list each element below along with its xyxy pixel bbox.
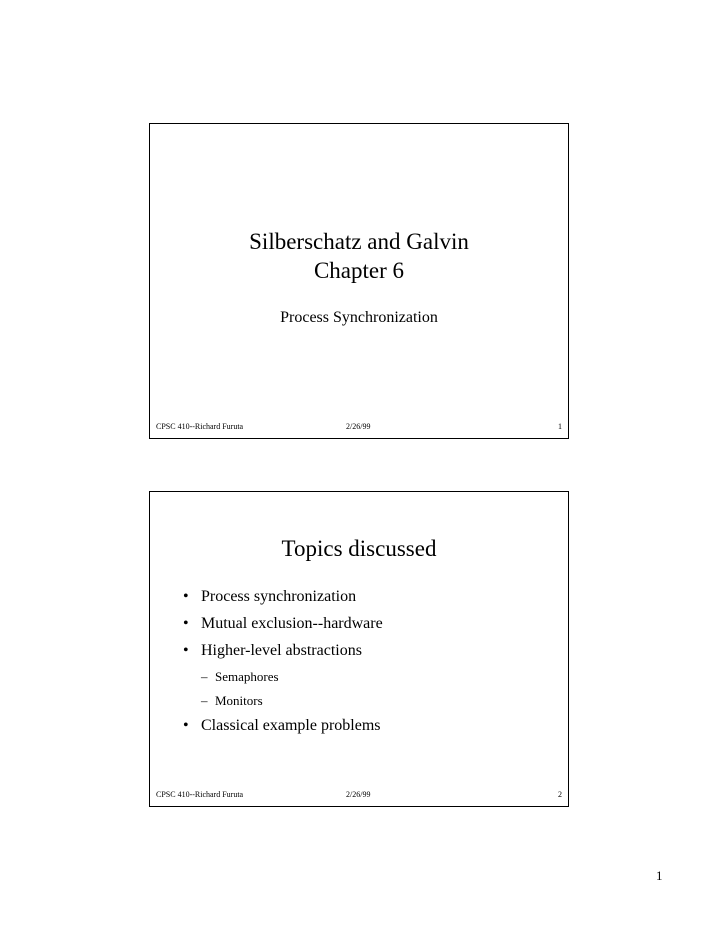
bullet-marker: • [183,588,189,605]
bullet-item [183,587,383,607]
bullet-text: Mutual exclusion--hardware [201,615,383,632]
footer-course-author: CPSC 410--Richard Furuta [156,790,244,799]
sub-bullet-item [201,692,383,709]
slide-2 [149,491,569,807]
slide-title-line-1: Silberschatz and Galvin [249,229,469,254]
footer-date: 2/26/99 [346,790,371,799]
bullet-item [183,614,383,634]
sub-bullet-item [201,668,383,685]
slide-title: Topics discussed [281,536,437,561]
slide-footer [156,789,562,801]
bullet-item [183,641,383,661]
footer-date: 2/26/99 [346,422,371,431]
bullet-text: Process synchronization [201,588,357,605]
slide-title-line-2: Chapter 6 [313,258,405,283]
footer-slide-number: 2 [558,790,562,799]
slide-subtitle: Process Synchronization [280,309,438,326]
bullet-marker: • [183,615,189,632]
slide-1 [149,123,569,439]
bullet-marker: • [183,717,189,734]
sub-bullet-marker: – [201,693,208,708]
bullet-text: Classical example problems [201,717,381,734]
bullet-text: Higher-level abstractions [201,642,362,659]
topics-list [183,587,383,743]
sub-bullet-marker: – [201,669,208,684]
sub-bullet-text: Monitors [215,693,263,708]
page-number: 1 [656,868,663,883]
slide-footer [156,421,562,433]
footer-slide-number: 1 [558,422,562,431]
slide-title [150,227,568,285]
bullet-marker: • [183,642,189,659]
sub-bullet-text: Semaphores [215,669,279,684]
bullet-item [183,716,383,736]
footer-course-author: CPSC 410--Richard Furuta [156,422,244,431]
